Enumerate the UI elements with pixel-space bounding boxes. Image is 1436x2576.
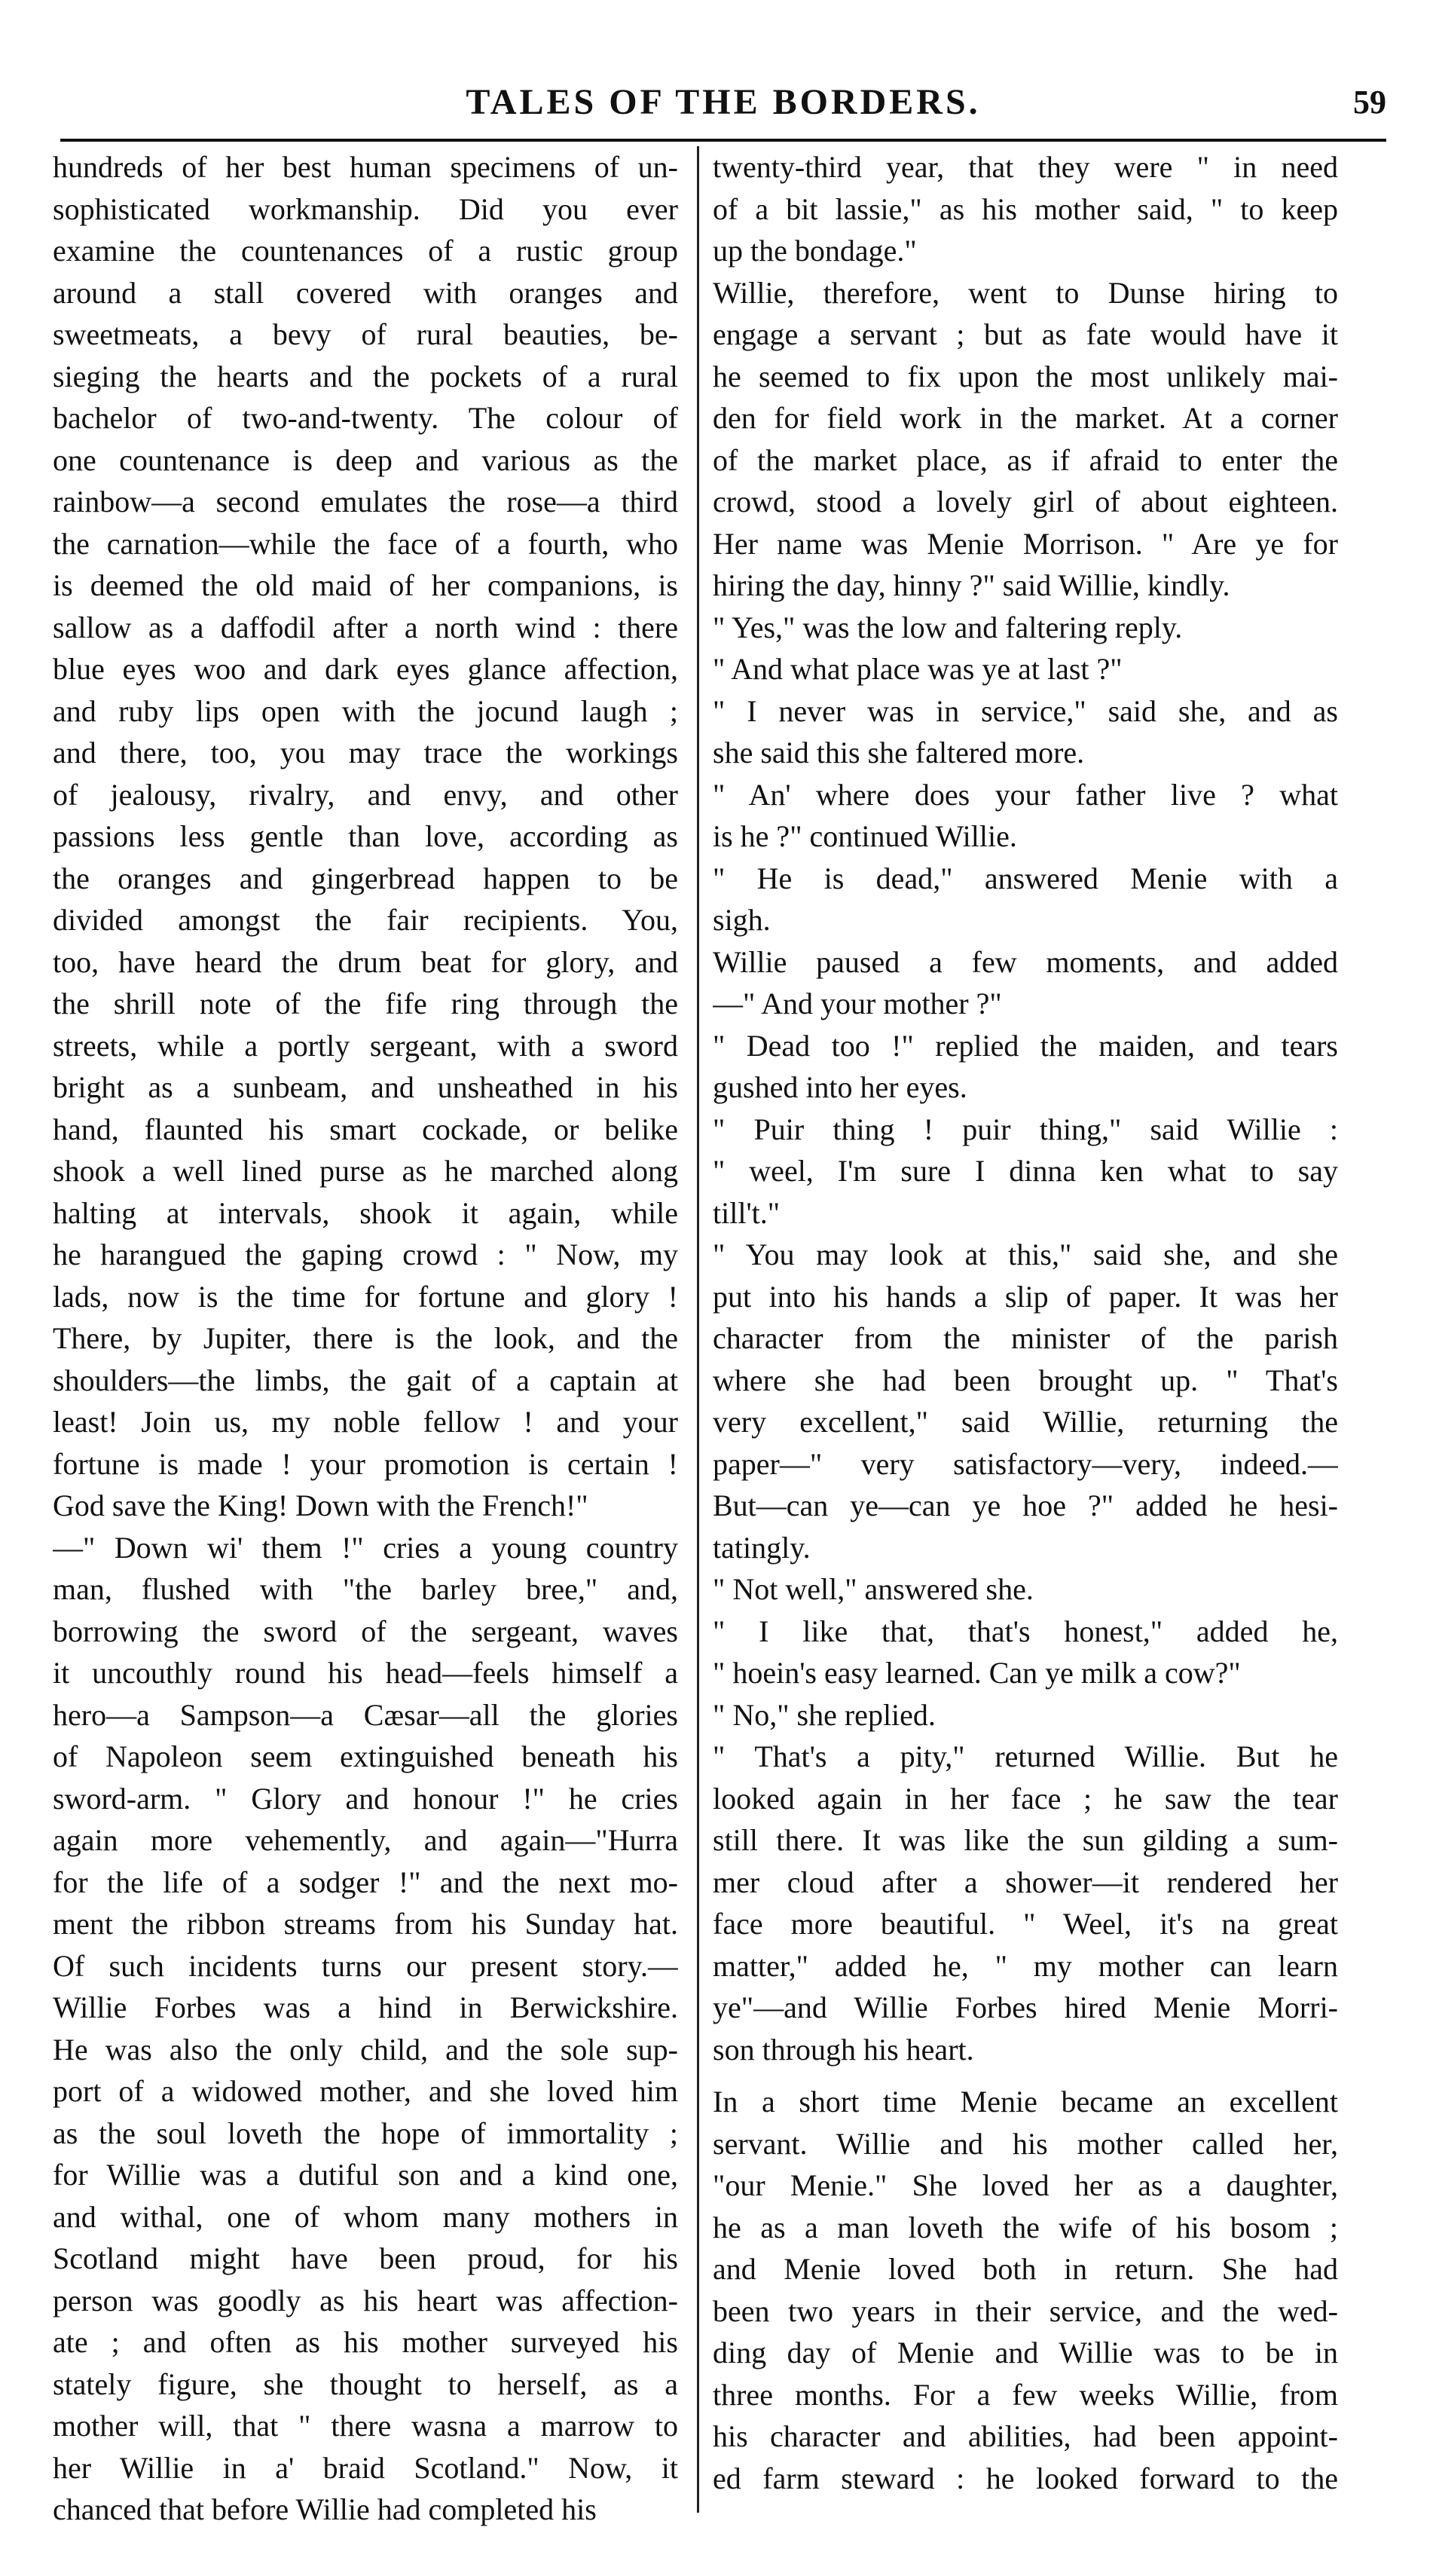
text-line: paper—" very satisfactory—very, indeed.— xyxy=(713,1446,1338,1481)
text-line: rainbow—a second emulates the rose—a third xyxy=(53,485,678,519)
text-line: least! Join us, my noble fellow ! and your xyxy=(53,1405,678,1439)
text-line: tatingly. xyxy=(713,1530,811,1565)
text-line: ment the ribbon streams from his Sunday hat. xyxy=(53,1907,678,1941)
text-line: he seemed to fix upon the most unlikely mai- xyxy=(713,359,1338,393)
text-line: his character and abilities, had been appoint- xyxy=(713,2419,1338,2453)
text-line: up the bondage." xyxy=(713,234,917,268)
text-line: But—can ye—can ye hoe ?" added he hesi- xyxy=(713,1488,1338,1522)
text-line: God save the King! Down with the French!" xyxy=(53,1488,588,1522)
text-line: Willie paused a few moments, and added xyxy=(713,944,1338,979)
text-line: ye"—and Willie Forbes hired Menie Morri- xyxy=(713,1990,1338,2024)
text-line: three months. For a few weeks Willie, from xyxy=(713,2377,1338,2412)
page-number: 59 xyxy=(1353,84,1386,121)
text-line: sigh. xyxy=(713,903,771,937)
text-line: halting at intervals, shook it again, while xyxy=(53,1195,678,1230)
text-line: There, by Jupiter, there is the look, and the xyxy=(53,1321,678,1355)
text-line: " Yes," was the low and faltering reply. xyxy=(713,610,1183,644)
text-line: gushed into her eyes. xyxy=(713,1070,967,1104)
text-line: man, flushed with "the barley bree," and, xyxy=(53,1572,678,1606)
text-line: again more vehemently, and again—"Hurra xyxy=(53,1823,678,1857)
text-line: hiring the day, hinny ?" said Willie, kindly. xyxy=(713,568,1230,602)
text-line: lads, now is the time for fortune and glory ! xyxy=(53,1279,678,1314)
text-line: " No," she replied. xyxy=(713,1697,936,1732)
text-line: for Willie was a dutiful son and a kind one, xyxy=(53,2158,678,2192)
text-line: he as a man loveth the wife of his bosom ; xyxy=(713,2210,1338,2244)
text-line: " Puir thing ! puir thing," said Willie : xyxy=(713,1112,1338,1146)
text-line: ate ; and often as his mother surveyed his xyxy=(53,2325,678,2359)
text-line: the shrill note of the fife ring through the xyxy=(53,987,678,1020)
text-line: still there. It was like the sun gilding a sum- xyxy=(713,1823,1338,1857)
text-line: streets, while a portly sergeant, with a sword xyxy=(53,1028,678,1063)
text-line: " An' where does your father live ? what xyxy=(713,777,1338,812)
text-line: Scotland might have been proud, for his xyxy=(53,2241,678,2275)
text-line: hero—a Sampson—a Cæsar—all the glories xyxy=(53,1697,678,1732)
text-line: ding day of Menie and Willie was to be in xyxy=(713,2336,1338,2369)
text-line: person was goodly as his heart was affection- xyxy=(53,2283,678,2317)
column-divider xyxy=(697,146,699,2513)
text-line: Of such incidents turns our present story.— xyxy=(53,1948,678,1983)
text-line: till't." xyxy=(713,1195,781,1230)
text-line: sword-arm. " Glory and honour !" he cries xyxy=(53,1781,678,1816)
text-line: He was also the only child, and the sole sup- xyxy=(53,2032,678,2067)
text-line: crowd, stood a lovely girl of about eighteen. xyxy=(713,485,1338,519)
left-column xyxy=(53,146,678,2531)
text-line: —" Down wi' them !" cries a young country xyxy=(53,1530,678,1565)
text-line: " You may look at this," said she, and she xyxy=(713,1238,1338,1271)
text-line: as the soul loveth the hope of immortality ; xyxy=(53,2116,678,2150)
text-line: "our Menie." She loved her as a daughter, xyxy=(713,2168,1338,2202)
text-line: port of a widowed mother, and she loved him xyxy=(53,2074,678,2108)
text-line: face more beautiful. " Weel, it's na great xyxy=(713,1907,1338,1941)
text-line: hundreds of her best human specimens of un- xyxy=(53,150,678,184)
text-line: and ruby lips open with the jocund laugh ; xyxy=(53,693,678,728)
text-line: divided amongst the fair recipients. You, xyxy=(53,903,678,937)
text-line: of Napoleon seem extinguished beneath his xyxy=(53,1739,678,1773)
text-line: " I never was in service," said she, and as xyxy=(713,693,1338,728)
text-line: of jealousy, rivalry, and envy, and other xyxy=(53,777,678,812)
text-line: " That's a pity," returned Willie. But he xyxy=(713,1739,1338,1773)
text-line: he harangued the gaping crowd : " Now, my xyxy=(53,1238,678,1271)
text-line: " And what place was ye at last ?" xyxy=(713,652,1123,686)
text-line: sweetmeats, a bevy of rural beauties, be- xyxy=(53,317,678,351)
text-line: bachelor of two-and-twenty. The colour of xyxy=(53,401,678,435)
right-column xyxy=(713,146,1338,2499)
text-line: " He is dead," answered Menie with a xyxy=(713,861,1338,895)
text-line: of a bit lassie," as his mother said, " to keep xyxy=(713,191,1338,226)
text-line: " Not well," answered she. xyxy=(713,1572,1034,1606)
text-line: " I like that, that's honest," added he, xyxy=(713,1614,1338,1648)
text-line: " Dead too !" replied the maiden, and tears xyxy=(713,1028,1338,1063)
text-line: twenty-third year, that they were " in need xyxy=(713,150,1338,184)
text-line: looked again in her face ; he saw the tear xyxy=(713,1781,1338,1816)
text-line: been two years in their service, and the wed- xyxy=(713,2293,1338,2328)
text-line: " hoein's easy learned. Can ye milk a cow?" xyxy=(713,1656,1241,1690)
text-line: character from the minister of the parish xyxy=(713,1321,1338,1355)
text-line: where she had been brought up. " That's xyxy=(713,1363,1338,1397)
text-line: put into his hands a slip of paper. It was her xyxy=(713,1279,1338,1314)
text-line: bright as a sunbeam, and unsheathed in his xyxy=(53,1070,678,1104)
text-line: —" And your mother ?" xyxy=(713,987,1002,1020)
text-line: shook a well lined purse as he marched along xyxy=(53,1154,678,1188)
text-line: shoulders—the limbs, the gait of a captain at xyxy=(53,1363,678,1397)
text-line: it uncouthly round his head—feels himself a xyxy=(53,1656,678,1690)
text-line: matter," added he, " my mother can learn xyxy=(713,1948,1338,1983)
text-line: and there, too, you may trace the workings xyxy=(53,736,678,769)
text-line: stately figure, she thought to herself, as a xyxy=(53,2366,678,2401)
text-line: Her name was Menie Morrison. " Are ye for xyxy=(713,526,1338,561)
text-line: for the life of a sodger !" and the next mo- xyxy=(53,1865,678,1899)
text-line: blue eyes woo and dark eyes glance affection, xyxy=(53,652,678,686)
text-line: is he ?" continued Willie. xyxy=(713,819,1017,853)
text-line: servant. Willie and his mother called her, xyxy=(713,2126,1338,2161)
text-line: ed farm steward : he looked forward to the xyxy=(713,2461,1338,2495)
text-line: one countenance is deep and various as the xyxy=(53,442,678,477)
text-line: her Willie in a' braid Scotland." Now, it xyxy=(53,2450,678,2485)
text-line: " weel, I'm sure I dinna ken what to say xyxy=(713,1154,1338,1188)
text-line: son through his heart. xyxy=(713,2032,974,2067)
text-line: fortune is made ! your promotion is certain ! xyxy=(53,1446,678,1481)
text-line: is deemed the old maid of her companions, is xyxy=(53,568,678,602)
text-line: mer cloud after a shower—it rendered her xyxy=(713,1865,1338,1899)
text-line: In a short time Menie became an excellent xyxy=(713,2085,1338,2119)
text-line: sallow as a daffodil after a north wind : there xyxy=(53,610,678,644)
header-rule xyxy=(60,139,1386,142)
text-line: sieging the hearts and the pockets of a rural xyxy=(53,359,678,393)
text-line: mother will, that " there wasna a marrow to xyxy=(53,2409,678,2443)
text-line: she said this she faltered more. xyxy=(713,736,1085,769)
text-line: of the market place, as if afraid to enter the xyxy=(713,442,1338,477)
text-line: den for field work in the market. At a corner xyxy=(713,401,1338,435)
text-line: sophisticated workmanship. Did you ever xyxy=(53,191,678,226)
text-line: Willie, therefore, went to Dunse hiring to xyxy=(713,275,1338,310)
text-line: borrowing the sword of the sergeant, waves xyxy=(53,1614,678,1648)
text-line: engage a servant ; but as fate would have it xyxy=(713,317,1338,351)
text-line: chanced that before Willie had completed his xyxy=(53,2492,597,2526)
running-title: TALES OF THE BORDERS. xyxy=(466,82,981,122)
text-line: Willie Forbes was a hind in Berwickshire. xyxy=(53,1990,678,2024)
text-line: the oranges and gingerbread happen to be xyxy=(53,861,678,895)
text-line: hand, flaunted his smart cockade, or belike xyxy=(53,1112,678,1146)
text-line: examine the countenances of a rustic group xyxy=(53,234,678,268)
text-line: and Menie loved both in return. She had xyxy=(713,2252,1338,2286)
text-line: very excellent," said Willie, returning the xyxy=(713,1405,1338,1439)
text-line: the carnation—while the face of a fourth, who xyxy=(53,526,678,561)
text-line: and withal, one of whom many mothers in xyxy=(53,2199,678,2234)
text-line: around a stall covered with oranges and xyxy=(53,275,678,310)
page-header xyxy=(60,72,1386,140)
text-line: too, have heard the drum beat for glory, and xyxy=(53,944,678,979)
text-line: passions less gentle than love, according as xyxy=(53,819,678,853)
